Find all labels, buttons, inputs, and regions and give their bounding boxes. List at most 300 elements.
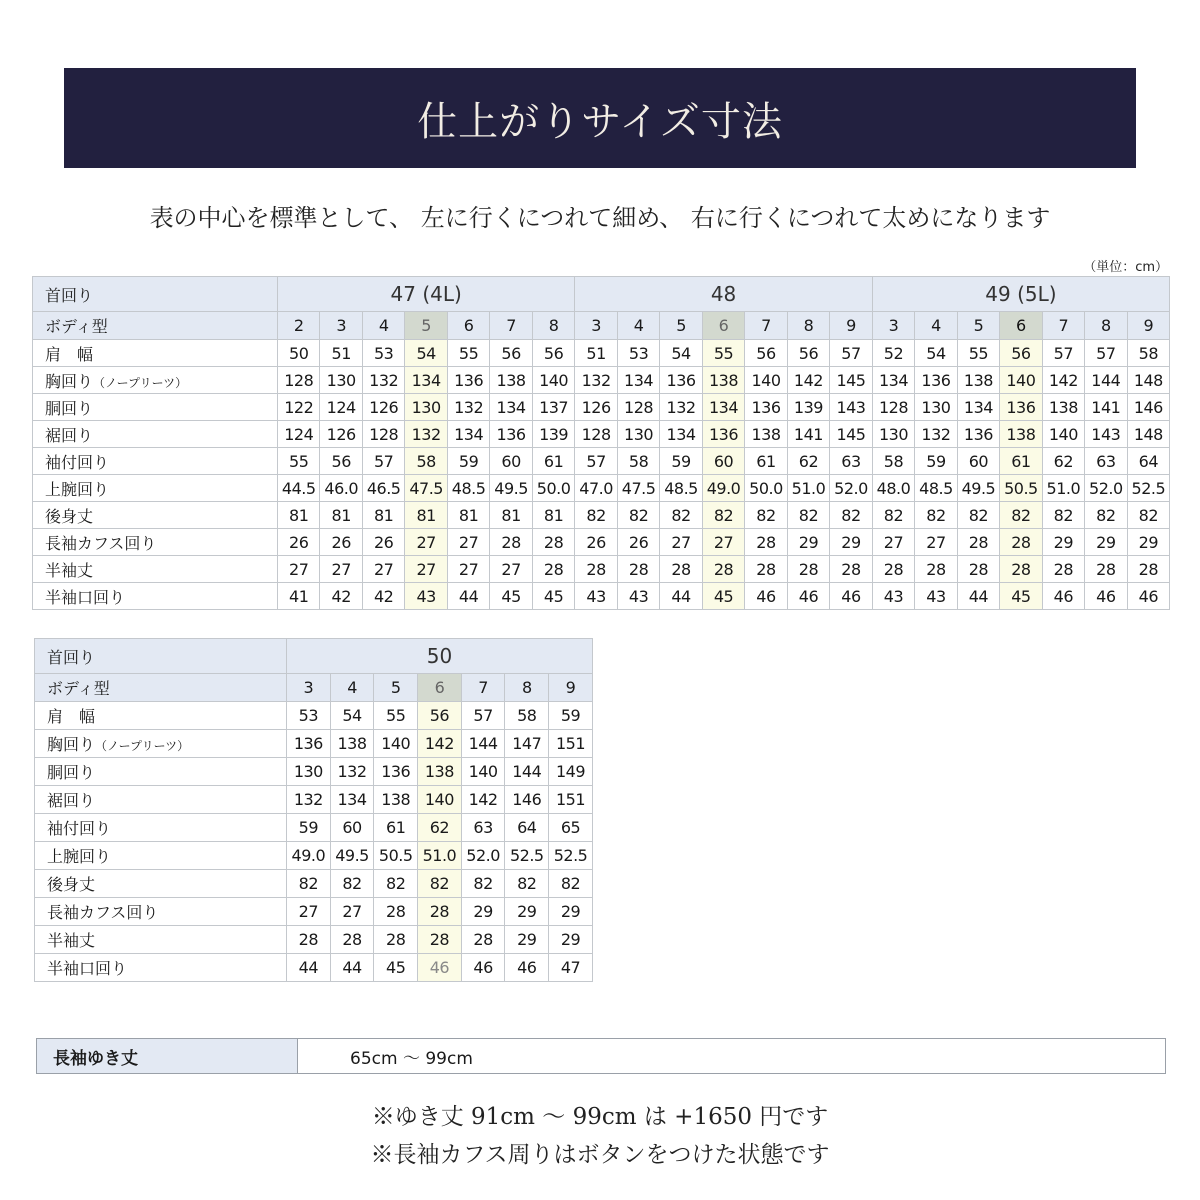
value-cell: 27 xyxy=(447,529,489,556)
value-cell: 28 xyxy=(957,556,999,583)
value-cell: 28 xyxy=(617,556,659,583)
body-type-header-label: ボディ型 xyxy=(35,674,287,702)
standard-value-cell: 28 xyxy=(1000,529,1042,556)
value-cell: 52.5 xyxy=(1127,475,1170,502)
body-type-header: 5 xyxy=(660,312,702,340)
value-cell: 62 xyxy=(1042,448,1084,475)
value-cell: 29 xyxy=(1085,529,1127,556)
value-cell: 51.0 xyxy=(787,475,829,502)
table-row xyxy=(35,926,593,954)
table-row xyxy=(35,954,593,982)
value-cell: 128 xyxy=(617,394,659,421)
value-cell: 54 xyxy=(915,340,957,367)
value-cell: 57 xyxy=(461,702,505,730)
value-cell: 81 xyxy=(278,502,320,529)
value-cell: 43 xyxy=(872,583,914,610)
value-cell: 56 xyxy=(532,340,575,367)
value-cell: 82 xyxy=(549,870,593,898)
row-label xyxy=(35,926,287,954)
value-cell: 138 xyxy=(745,421,787,448)
standard-value-cell: 60 xyxy=(702,448,744,475)
title-banner xyxy=(64,68,1136,168)
value-cell: 82 xyxy=(287,870,331,898)
standard-value-cell: 28 xyxy=(418,926,462,954)
row-label-text: 半袖口回り xyxy=(45,587,126,607)
value-cell: 142 xyxy=(461,786,505,814)
value-cell: 46 xyxy=(505,954,549,982)
value-cell: 143 xyxy=(830,394,873,421)
value-cell: 26 xyxy=(278,529,320,556)
standard-value-cell: 45 xyxy=(1000,583,1042,610)
value-cell: 128 xyxy=(362,421,404,448)
value-cell: 128 xyxy=(575,421,617,448)
value-cell: 46 xyxy=(1127,583,1170,610)
value-cell: 47 xyxy=(549,954,593,982)
standard-value-cell: 138 xyxy=(702,367,744,394)
value-cell: 29 xyxy=(505,898,549,926)
value-cell: 132 xyxy=(330,758,374,786)
value-cell: 44 xyxy=(660,583,702,610)
sleeve-length-row xyxy=(36,1038,1166,1074)
standard-value-cell: 82 xyxy=(1000,502,1042,529)
value-cell: 29 xyxy=(787,529,829,556)
row-label xyxy=(33,394,278,421)
value-cell: 44 xyxy=(287,954,331,982)
standard-value-cell: 45 xyxy=(702,583,744,610)
row-label-text: 長袖カフス回り xyxy=(47,903,159,922)
table-row xyxy=(33,583,1170,610)
value-cell: 126 xyxy=(320,421,362,448)
value-cell: 27 xyxy=(287,898,331,926)
value-cell: 44 xyxy=(957,583,999,610)
body-type-header: 9 xyxy=(549,674,593,702)
value-cell: 49.0 xyxy=(287,842,331,870)
standard-value-cell: 142 xyxy=(418,730,462,758)
standard-value-cell: 82 xyxy=(418,870,462,898)
value-cell: 28 xyxy=(374,926,418,954)
value-cell: 27 xyxy=(490,556,532,583)
neck-header-label: 首回り xyxy=(33,277,278,312)
value-cell: 124 xyxy=(278,421,320,448)
value-cell: 136 xyxy=(287,730,331,758)
value-cell: 138 xyxy=(957,367,999,394)
value-cell: 44.5 xyxy=(278,475,320,502)
standard-value-cell: 136 xyxy=(1000,394,1042,421)
value-cell: 63 xyxy=(1085,448,1127,475)
value-cell: 130 xyxy=(617,421,659,448)
value-cell: 45 xyxy=(532,583,575,610)
value-cell: 52.5 xyxy=(505,842,549,870)
value-cell: 57 xyxy=(1085,340,1127,367)
value-cell: 142 xyxy=(787,367,829,394)
body-type-header: 8 xyxy=(1085,312,1127,340)
row-label-text: 胸回り xyxy=(47,735,96,754)
value-cell: 57 xyxy=(830,340,873,367)
body-type-header: 3 xyxy=(287,674,331,702)
body-type-header: 9 xyxy=(830,312,873,340)
body-type-header: 8 xyxy=(505,674,549,702)
value-cell: 64 xyxy=(505,814,549,842)
value-cell: 81 xyxy=(320,502,362,529)
row-label xyxy=(35,954,287,982)
sleeve-length-value: 65cm 〜 99cm xyxy=(350,1048,473,1069)
value-cell: 53 xyxy=(617,340,659,367)
value-cell: 51 xyxy=(320,340,362,367)
value-cell: 46 xyxy=(745,583,787,610)
table-row xyxy=(35,814,593,842)
body-type-header: 4 xyxy=(330,674,374,702)
value-cell: 56 xyxy=(320,448,362,475)
body-type-header: 4 xyxy=(617,312,659,340)
body-type-header: 8 xyxy=(532,312,575,340)
value-cell: 44 xyxy=(447,583,489,610)
standard-value-cell: 56 xyxy=(1000,340,1042,367)
value-cell: 82 xyxy=(957,502,999,529)
body-type-header: 4 xyxy=(915,312,957,340)
value-cell: 29 xyxy=(830,529,873,556)
value-cell: 139 xyxy=(532,421,575,448)
value-cell: 59 xyxy=(549,702,593,730)
value-cell: 52.0 xyxy=(1085,475,1127,502)
value-cell: 45 xyxy=(490,583,532,610)
value-cell: 48.5 xyxy=(660,475,702,502)
value-cell: 63 xyxy=(461,814,505,842)
value-cell: 48.5 xyxy=(915,475,957,502)
subtitle: 表の中心を標準として、 左に行くにつれて細め、 右に行くにつれて太めになります xyxy=(149,204,1051,232)
value-cell: 27 xyxy=(330,898,374,926)
value-cell: 151 xyxy=(549,786,593,814)
standard-value-cell: 55 xyxy=(702,340,744,367)
value-cell: 27 xyxy=(278,556,320,583)
row-label-text: 袖付回り xyxy=(45,452,110,472)
value-cell: 130 xyxy=(320,367,362,394)
standard-value-cell: 140 xyxy=(418,786,462,814)
body-type-header: 8 xyxy=(787,312,829,340)
value-cell: 28 xyxy=(787,556,829,583)
value-cell: 50 xyxy=(278,340,320,367)
value-cell: 136 xyxy=(660,367,702,394)
value-cell: 26 xyxy=(320,529,362,556)
value-cell: 82 xyxy=(1127,502,1170,529)
row-label-text: 後身丈 xyxy=(47,875,96,894)
size-table-50 xyxy=(34,638,593,982)
value-cell: 126 xyxy=(575,394,617,421)
value-cell: 138 xyxy=(374,786,418,814)
value-cell: 55 xyxy=(374,702,418,730)
value-cell: 28 xyxy=(287,926,331,954)
note-price: ※ゆき丈 91cm 〜 99cm は +1650 円です xyxy=(371,1104,829,1130)
value-cell: 46 xyxy=(1042,583,1084,610)
standard-value-cell: 28 xyxy=(1000,556,1042,583)
value-cell: 27 xyxy=(320,556,362,583)
value-cell: 82 xyxy=(787,502,829,529)
row-label-text: 袖付回り xyxy=(47,819,112,838)
value-cell: 43 xyxy=(915,583,957,610)
value-cell: 57 xyxy=(1042,340,1084,367)
body-type-header: 2 xyxy=(278,312,320,340)
unit-note: （単位：cm） xyxy=(1083,260,1168,275)
value-cell: 140 xyxy=(374,730,418,758)
value-cell: 58 xyxy=(1127,340,1170,367)
value-cell: 60 xyxy=(957,448,999,475)
value-cell: 82 xyxy=(461,870,505,898)
standard-value-cell: 49.0 xyxy=(702,475,744,502)
standard-value-cell: 28 xyxy=(418,898,462,926)
row-label-text: 上腕回り xyxy=(47,847,112,866)
value-cell: 26 xyxy=(617,529,659,556)
value-cell: 134 xyxy=(957,394,999,421)
standard-value-cell: 46 xyxy=(418,954,462,982)
row-label xyxy=(33,502,278,529)
value-cell: 28 xyxy=(330,926,374,954)
row-label xyxy=(35,870,287,898)
note-cuffs: ※長袖カフス周りはボタンをつけた状態です xyxy=(370,1142,830,1168)
row-label-text: 肩 幅 xyxy=(47,707,96,726)
value-cell: 29 xyxy=(1127,529,1170,556)
row-label-text: 裾回り xyxy=(45,425,94,445)
table-row xyxy=(33,340,1170,367)
neck-header-label: 首回り xyxy=(35,639,287,674)
value-cell: 52.0 xyxy=(461,842,505,870)
value-cell: 124 xyxy=(320,394,362,421)
value-cell: 141 xyxy=(1085,394,1127,421)
body-type-header: 6 xyxy=(447,312,489,340)
row-label-note: （ノープリーツ） xyxy=(93,375,188,390)
value-cell: 148 xyxy=(1127,367,1170,394)
value-cell: 47.5 xyxy=(617,475,659,502)
table-row xyxy=(33,421,1170,448)
value-cell: 56 xyxy=(745,340,787,367)
value-cell: 147 xyxy=(505,730,549,758)
value-cell: 82 xyxy=(575,502,617,529)
body-type-header: 3 xyxy=(320,312,362,340)
value-cell: 29 xyxy=(461,898,505,926)
value-cell: 144 xyxy=(1085,367,1127,394)
value-cell: 49.5 xyxy=(957,475,999,502)
value-cell: 59 xyxy=(915,448,957,475)
row-label xyxy=(33,448,278,475)
value-cell: 138 xyxy=(490,367,532,394)
standard-value-cell: 27 xyxy=(405,529,447,556)
value-cell: 27 xyxy=(447,556,489,583)
value-cell: 42 xyxy=(320,583,362,610)
row-label xyxy=(35,730,287,758)
value-cell: 134 xyxy=(490,394,532,421)
value-cell: 136 xyxy=(490,421,532,448)
value-cell: 139 xyxy=(787,394,829,421)
value-cell: 138 xyxy=(1042,394,1084,421)
row-label xyxy=(35,898,287,926)
value-cell: 63 xyxy=(830,448,873,475)
row-label xyxy=(33,583,278,610)
value-cell: 43 xyxy=(617,583,659,610)
value-cell: 134 xyxy=(447,421,489,448)
value-cell: 130 xyxy=(915,394,957,421)
table-row xyxy=(35,898,593,926)
value-cell: 140 xyxy=(461,758,505,786)
table-row xyxy=(35,786,593,814)
value-cell: 46 xyxy=(830,583,873,610)
body-type-header: 6 xyxy=(1000,312,1042,340)
value-cell: 26 xyxy=(575,529,617,556)
value-cell: 145 xyxy=(830,367,873,394)
row-label-text: 半袖丈 xyxy=(45,560,94,580)
value-cell: 29 xyxy=(1042,529,1084,556)
value-cell: 146 xyxy=(1127,394,1170,421)
body-type-header: 7 xyxy=(745,312,787,340)
value-cell: 28 xyxy=(660,556,702,583)
value-cell: 46 xyxy=(787,583,829,610)
table-row xyxy=(35,758,593,786)
value-cell: 132 xyxy=(915,421,957,448)
value-cell: 54 xyxy=(330,702,374,730)
value-cell: 132 xyxy=(660,394,702,421)
neck-size-header: 49 (5L) xyxy=(872,277,1169,312)
row-label xyxy=(33,421,278,448)
standard-value-cell: 62 xyxy=(418,814,462,842)
value-cell: 46 xyxy=(1085,583,1127,610)
table-row xyxy=(33,502,1170,529)
standard-value-cell: 132 xyxy=(405,421,447,448)
value-cell: 42 xyxy=(362,583,404,610)
body-type-header: 5 xyxy=(957,312,999,340)
row-label-text: 後身丈 xyxy=(45,506,94,526)
value-cell: 82 xyxy=(505,870,549,898)
value-cell: 60 xyxy=(330,814,374,842)
value-cell: 29 xyxy=(549,898,593,926)
value-cell: 28 xyxy=(532,556,575,583)
value-cell: 140 xyxy=(1042,421,1084,448)
row-label xyxy=(35,786,287,814)
value-cell: 136 xyxy=(915,367,957,394)
value-cell: 136 xyxy=(374,758,418,786)
row-label-text: 半袖口回り xyxy=(47,959,128,978)
body-type-header: 7 xyxy=(461,674,505,702)
standard-value-cell: 138 xyxy=(1000,421,1042,448)
row-label-note: （ノープリーツ） xyxy=(95,739,190,753)
value-cell: 132 xyxy=(447,394,489,421)
value-cell: 134 xyxy=(872,367,914,394)
value-cell: 142 xyxy=(1042,367,1084,394)
value-cell: 128 xyxy=(278,367,320,394)
value-cell: 50.0 xyxy=(532,475,575,502)
value-cell: 82 xyxy=(915,502,957,529)
standard-value-cell: 28 xyxy=(702,556,744,583)
value-cell: 145 xyxy=(830,421,873,448)
value-cell: 55 xyxy=(278,448,320,475)
value-cell: 28 xyxy=(957,529,999,556)
value-cell: 44 xyxy=(330,954,374,982)
value-cell: 59 xyxy=(287,814,331,842)
row-label-text: 半袖丈 xyxy=(47,931,96,950)
row-label xyxy=(33,556,278,583)
table-row xyxy=(35,842,593,870)
value-cell: 51 xyxy=(575,340,617,367)
standard-value-cell: 51.0 xyxy=(418,842,462,870)
value-cell: 28 xyxy=(575,556,617,583)
value-cell: 151 xyxy=(549,730,593,758)
value-cell: 81 xyxy=(447,502,489,529)
value-cell: 58 xyxy=(617,448,659,475)
neck-size-header: 48 xyxy=(575,277,872,312)
value-cell: 136 xyxy=(957,421,999,448)
value-cell: 28 xyxy=(745,556,787,583)
standard-value-cell: 54 xyxy=(405,340,447,367)
value-cell: 82 xyxy=(872,502,914,529)
table-row xyxy=(35,702,593,730)
standard-value-cell: 134 xyxy=(702,394,744,421)
value-cell: 146 xyxy=(505,786,549,814)
standard-value-cell: 138 xyxy=(418,758,462,786)
value-cell: 81 xyxy=(362,502,404,529)
value-cell: 52.5 xyxy=(549,842,593,870)
value-cell: 28 xyxy=(1042,556,1084,583)
standard-value-cell: 43 xyxy=(405,583,447,610)
value-cell: 64 xyxy=(1127,448,1170,475)
value-cell: 130 xyxy=(287,758,331,786)
value-cell: 140 xyxy=(745,367,787,394)
body-type-header: 3 xyxy=(872,312,914,340)
value-cell: 52 xyxy=(872,340,914,367)
value-cell: 82 xyxy=(830,502,873,529)
row-label-text: 胴回り xyxy=(47,763,96,782)
value-cell: 144 xyxy=(505,758,549,786)
value-cell: 47.0 xyxy=(575,475,617,502)
body-type-header: 7 xyxy=(1042,312,1084,340)
value-cell: 28 xyxy=(1127,556,1170,583)
value-cell: 53 xyxy=(362,340,404,367)
value-cell: 128 xyxy=(872,394,914,421)
value-cell: 29 xyxy=(549,926,593,954)
value-cell: 28 xyxy=(532,529,575,556)
value-cell: 144 xyxy=(461,730,505,758)
value-cell: 27 xyxy=(362,556,404,583)
value-cell: 59 xyxy=(660,448,702,475)
value-cell: 53 xyxy=(287,702,331,730)
value-cell: 55 xyxy=(447,340,489,367)
value-cell: 148 xyxy=(1127,421,1170,448)
body-type-header: 5 xyxy=(374,674,418,702)
row-label xyxy=(35,702,287,730)
value-cell: 55 xyxy=(957,340,999,367)
value-cell: 27 xyxy=(872,529,914,556)
value-cell: 27 xyxy=(915,529,957,556)
body-type-header-label: ボディ型 xyxy=(33,312,278,340)
value-cell: 51.0 xyxy=(1042,475,1084,502)
standard-value-cell: 27 xyxy=(405,556,447,583)
value-cell: 122 xyxy=(278,394,320,421)
standard-value-cell: 134 xyxy=(405,367,447,394)
value-cell: 65 xyxy=(549,814,593,842)
page-title: 仕上がりサイズ寸法 xyxy=(417,98,783,145)
value-cell: 136 xyxy=(447,367,489,394)
value-cell: 59 xyxy=(447,448,489,475)
standard-value-cell: 47.5 xyxy=(405,475,447,502)
table-row xyxy=(33,448,1170,475)
row-label-text: 長袖カフス回り xyxy=(45,533,157,553)
value-cell: 28 xyxy=(490,529,532,556)
value-cell: 54 xyxy=(660,340,702,367)
body-type-header: 7 xyxy=(490,312,532,340)
value-cell: 46.0 xyxy=(320,475,362,502)
value-cell: 82 xyxy=(1085,502,1127,529)
row-label-text: 胸回り xyxy=(45,371,94,391)
neck-size-header: 50 xyxy=(287,639,593,674)
neck-size-header: 47 (4L) xyxy=(278,277,575,312)
value-cell: 46.5 xyxy=(362,475,404,502)
value-cell: 149 xyxy=(549,758,593,786)
value-cell: 62 xyxy=(787,448,829,475)
